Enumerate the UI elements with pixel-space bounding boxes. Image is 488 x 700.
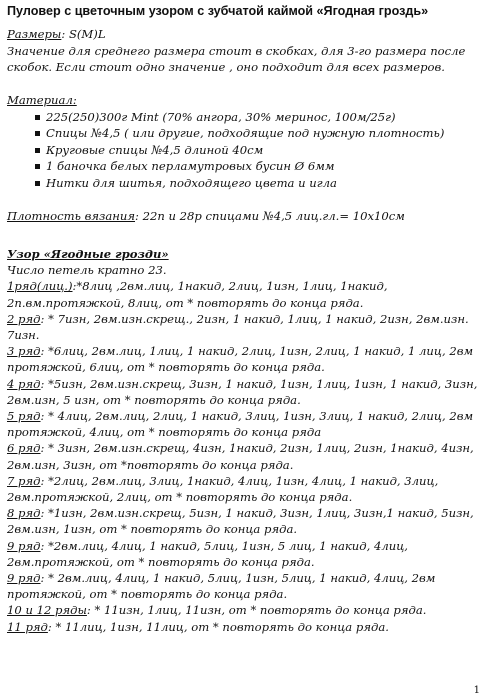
pattern-row-line bbox=[7, 408, 483, 424]
pattern-subheading: Число петель кратно 23. bbox=[7, 263, 167, 278]
pattern-row-label: 1ряд(лиц.) bbox=[7, 279, 73, 294]
pattern-row-line bbox=[7, 311, 483, 327]
pattern-row-line bbox=[7, 392, 483, 408]
bullet-icon bbox=[35, 148, 40, 153]
pattern-row-text: : * 4лиц, 2вм.лиц, 2лиц, 1 накид, 3лиц, 1изн, 3лиц, 1 накид, 2лиц, 2вм bbox=[40, 409, 474, 424]
bullet-icon bbox=[35, 131, 40, 136]
pattern-row-line bbox=[7, 327, 483, 343]
bullet-icon bbox=[35, 115, 40, 120]
pattern-row-label: 2 ряд bbox=[7, 311, 41, 326]
pattern-row-line bbox=[7, 457, 483, 473]
pattern-row-text: 2вм.протяжкой, от * повторять до конца ряда. bbox=[7, 554, 315, 569]
material-item: Нитки для шитья, подходящего цвета и игла bbox=[7, 175, 483, 192]
pattern-row-text: протяжкой, от * повторять до конца ряда. bbox=[7, 587, 288, 602]
pattern-row-line bbox=[7, 554, 483, 570]
pattern-row-line bbox=[7, 440, 483, 456]
material-section bbox=[7, 92, 483, 192]
bullet-icon bbox=[35, 181, 40, 186]
pattern-row-line bbox=[7, 602, 483, 618]
pattern-row-text: 2вм.изн, 1изн, от * повторять до конца ряда. bbox=[7, 522, 298, 537]
pattern-row-line bbox=[7, 473, 483, 489]
pattern-row-text: :*8лиц ,2вм.лиц, 1накид, 2лиц, 1изн, 1лиц, 1накид, bbox=[72, 279, 388, 294]
sizes-value: : S(M)L bbox=[61, 27, 106, 41]
material-list bbox=[7, 109, 483, 192]
material-item: 225(250)300г Mint (70% ангора, 30% меринос, 100м/25г) bbox=[7, 109, 483, 126]
page-number: 1 bbox=[473, 685, 480, 696]
density-label: Плотность вязания bbox=[7, 209, 136, 223]
pattern-row-line bbox=[7, 521, 483, 537]
pattern-row-line bbox=[7, 359, 483, 375]
bullet-icon bbox=[35, 164, 40, 169]
pattern-row-label: 9 ряд bbox=[7, 571, 41, 586]
pattern-row-text: протяжкой, 6лиц, от * повторять до конца ряда. bbox=[7, 360, 325, 375]
pattern-row-text: 2вм.изн, 3изн, от *повторять до конца ряда. bbox=[7, 457, 294, 472]
pattern-row-label: 6 ряд bbox=[7, 441, 41, 456]
pattern-section bbox=[7, 246, 483, 635]
material-item: 1 баночка белых перламутровых бусин Ø 6мм bbox=[7, 158, 483, 175]
pattern-row-text: : *2лиц, 2вм.лиц, 3лиц, 1накид, 4лиц, 1изн, 4лиц, 1 накид, 3лиц, bbox=[40, 473, 439, 488]
sizes-note-line: скобок. Если стоит одно значение , оно подходит для всех размеров. bbox=[7, 60, 445, 75]
pattern-row-line bbox=[7, 570, 483, 586]
pattern-row-line bbox=[7, 489, 483, 505]
pattern-row-text: : * 3изн, 2вм.изн.скрещ, 4изн, 1накид, 2изн, 1лиц, 2изн, 1накид, 4изн, bbox=[40, 441, 474, 456]
pattern-row-label: 11 ряд bbox=[7, 619, 48, 634]
pattern-row-text: протяжкой, 4лиц, от * повторять до конца ряда bbox=[7, 425, 322, 440]
density-value: : 22п и 28р спицами №4,5 лиц.гл.= 10х10см bbox=[135, 209, 405, 223]
pattern-row-label: 5 ряд bbox=[7, 409, 41, 424]
pattern-row-text: : *1изн, 2вм.изн.скрещ, 5изн, 1 накид, 3изн, 1лиц, 3изн,1 накид, 5изн, bbox=[40, 506, 474, 521]
pattern-row-text: : * 2вм.лиц, 4лиц, 1 накид, 5лиц, 1изн, 5лиц, 1 накид, 4лиц, 2вм bbox=[40, 571, 436, 586]
pattern-row-label: 4 ряд bbox=[7, 376, 41, 391]
sizes-section bbox=[7, 26, 483, 76]
pattern-row-label: 10 и 12 ряды bbox=[7, 603, 87, 618]
density-section bbox=[7, 208, 483, 225]
pattern-row-line bbox=[7, 586, 483, 602]
pattern-row-text: : * 7изн, 2вм.изн.скрещ., 2изн, 1 накид, 1лиц, 1 накид, 2изн, 2вм.изн. bbox=[40, 311, 469, 326]
pattern-row-line bbox=[7, 619, 483, 635]
pattern-row-text: 7изн. bbox=[7, 328, 40, 343]
pattern-heading: Узор «Ягодные грозди» bbox=[7, 247, 169, 261]
pattern-row-text: 2п.вм.протяжкой, 8лиц, от * повторять до конца ряда. bbox=[7, 295, 364, 310]
material-item: Спицы №4,5 ( или другие, подходящие под нужную плотность) bbox=[7, 125, 483, 142]
pattern-row-text: 2вм.изн, 5 изн, от * повторять до конца ряда. bbox=[7, 392, 301, 407]
pattern-row-text: : *5изн, 2вм.изн.скрещ, 3изн, 1 накид, 1изн, 1лиц, 1изн, 1 накид, 3изн, bbox=[40, 376, 478, 391]
sizes-label: Размеры bbox=[7, 27, 62, 41]
pattern-row-text: : * 11лиц, 1изн, 11лиц, от * повторять до конца ряда. bbox=[47, 619, 389, 634]
sizes-note-line: Значение для среднего размера стоит в скобках, для 3-го размера после bbox=[7, 43, 466, 58]
material-label: Материал: bbox=[7, 93, 77, 107]
pattern-row-line bbox=[7, 376, 483, 392]
pattern-row-line bbox=[7, 505, 483, 521]
pattern-row-label: 7 ряд bbox=[7, 473, 41, 488]
pattern-row-label: 8 ряд bbox=[7, 506, 41, 521]
pattern-row-line bbox=[7, 343, 483, 359]
pattern-row-line bbox=[7, 538, 483, 554]
pattern-row-line bbox=[7, 278, 483, 294]
pattern-row-label: 3 ряд bbox=[7, 344, 41, 359]
pattern-row-line bbox=[7, 424, 483, 440]
pattern-row-text: 2вм.протяжкой, 2лиц, от * повторять до конца ряда. bbox=[7, 490, 353, 505]
pattern-row-label: 9 ряд bbox=[7, 538, 41, 553]
page-title: Пуловер с цветочным узором с зубчатой каймой «Ягодная гроздь» bbox=[7, 4, 429, 18]
pattern-row-line bbox=[7, 295, 483, 311]
pattern-row-text: : * 11изн, 1лиц, 11изн, от * повторять до конца ряда. bbox=[86, 603, 427, 618]
pattern-row-text: : *2вм.лиц, 4лиц, 1 накид, 5лиц, 1изн, 5 лиц, 1 накид, 4лиц, bbox=[40, 538, 408, 553]
material-item: Круговые спицы №4,5 длиной 40см bbox=[7, 142, 483, 159]
pattern-row-text: : *6лиц, 2вм.лиц, 1лиц, 1 накид, 2лиц, 1изн, 2лиц, 1 накид, 1 лиц, 2вм bbox=[40, 344, 474, 359]
pattern-rows bbox=[7, 278, 483, 634]
